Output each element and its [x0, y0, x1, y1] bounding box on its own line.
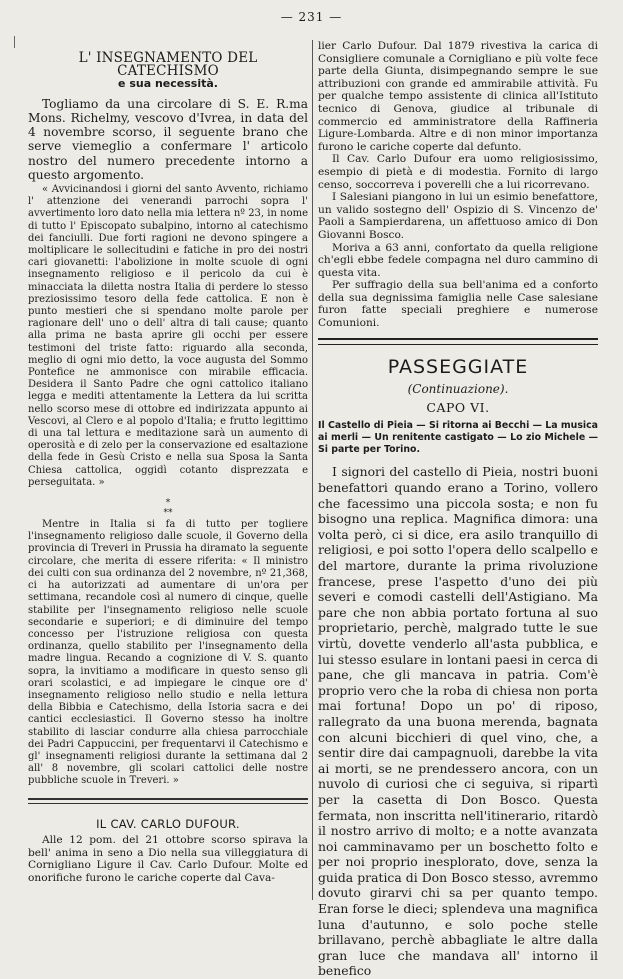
- dufour-paragraph-4: Moriva a 63 anni, confortato da quella religione ch'egli ebbe fedele compagna nel duro cammino di questa vita.: [318, 241, 598, 279]
- catechism-subtitle: e sua necessità.: [118, 77, 218, 91]
- chapter-summary: Il Castello di Pieia — Si ritorna ai Becchi — La musica ai merli — Un renitente castigato — Lo zio Michele — Si parte per Torino.: [318, 420, 598, 456]
- stars-symbol: ⁎ ⁎⁎: [163, 495, 173, 516]
- continuation-label: (Continuazione).: [407, 382, 509, 397]
- section-rule-double: [318, 338, 598, 345]
- right-column: [318, 40, 598, 979]
- page-number: — 231 —: [280, 10, 343, 24]
- dufour-paragraph-5: Per suffragio della sua bell'anima ed a conforto della sua degnissima famiglia nelle Case salesiane furon fatte speciali preghiere e numerose Comunioni.: [318, 279, 598, 330]
- catechism-quote: « Avvicinandosi i giorni del santo Avvento, richiamo l' attenzione dei venerandi parrochi sopra l' avvertimento loro dato nella mia lettera nº 23, in nome di tutto l' Episcopato subalpino, intorno al catechismo dei fanciulli. Due forti ragioni ne devono spingere a moltiplicare le sollecitudini e fatiche in pro dei nostri cari giovanetti: l'abolizione in molte scuole di ogni insegnamento religioso e il pericolo da cui è minacciata la diletta nostra Italia di perdere lo stesso preziosissimo tesoro della fede cattolica. E non è punto mestieri che si spendano molte parole per ragionare dell' uno o dell' altra di tali cause; quanto alla prima ne basta aprire gli occhi per essere testimoni del triste fatto: riguardo alla seconda, meglio di ogni mio detto, la voce augusta del Sommo Pontefice ne ammonisce con mirabile efficacia. Desidera il Santo Padre che ogni cattolico italiano legga e mediti attentamente la Lettera da lui scritta nello scorso mese di ottobre ed indirizzata appunto ai Vescovi, al Clero e al popolo d'Italia; e frutto legittimo di una tal lettura e meditazione sarà un aumento di operosità e di zelo per la conservazione ed esaltazione della fede in Gesù Cristo e nella sua Sposa la Santa Chiesa cattolica, oggidì cotanto disprezzata e perseguitata. »: [28, 184, 308, 488]
- section-stars: [28, 495, 308, 515]
- dufour-paragraph-1: Alle 12 pom. del 21 ottobre scorso spirava la bell' anima in seno a Dio nella sua villeggiatura di Cornigliano Ligure il Cav. Carlo Dufour. Molte ed onorifiche furono le cariche coperte dal Cava-: [28, 834, 308, 884]
- margin-mark: [14, 36, 15, 48]
- dufour-paragraph-2: Il Cav. Carlo Dufour era uomo religiosissimo, esempio di pietà e di modestia. Fornito di largo censo, soccorreva i poverelli che a lui ricorrevano.: [318, 153, 598, 191]
- dufour-continuation: lier Carlo Dufour. Dal 1879 rivestiva la carica di Consigliere comunale a Cornigliano e più volte fece parte della Giunta, disimpegnando sempre le sue attribuzioni con grande ed ammirabile attività. Fu per qualche tempo assistente di clinica all'Istituto tecnico di Genova, giudice al tribunale di commercio ed amministratore della Raffineria Ligure-Lombarda. Altre e di non minor importanza furono le cariche coperte dal defunto.: [318, 40, 598, 153]
- dufour-title: IL CAV. CARLO DUFOUR.: [96, 816, 240, 831]
- catechism-title: L' INSEGNAMENTO DEL CATECHISMO: [78, 50, 258, 79]
- section-rule: [28, 798, 308, 804]
- passeggiate-body: I signori del castello di Pieia, nostri buoni benefattori quando erano a Torino, vollero che facessimo una piccola sosta; e non fu bisogno una replica. Magnifica dimora: una volta però, ci si dice, era asilo tranquillo di religiosi, e poi sotto l'opera dello scalpello e del martore, durante la prima rivoluzione francese, prese l'aspetto d'uno dei più severi e comodi castelli dell'Astigiano. Ma pare che non abbia portato fortuna al suo proprietario, perchè, malgrado tutte le sue virtù, dovette venderlo all'asta pubblica, e lui stesso esulare in lontani paesi in cerca di pane, che gli mancava in patria. Com'è proprio vero che la roba di chiesa non porta mai fortuna! Dopo un po' di riposo, rallegrato da una buona merenda, bagnata con alcuni bicchieri di quel vino, che, a sentir dire dai campagnuoli, darebbe la vita ai morti, se ne prendessero ancora, con un nuvolo di curiosi che ci seguiva, si ripartì per la casetta di Don Bosco. Questa fermata, non inscritta nell'itinerario, ritardò il nostro arrivo di molto; e a notte avanzata noi camminavamo per un boschetto folto e per noi proprio inesplorato, dove, senza la guida pratica di Don Bosco stesso, avremmo dovuto girarvi chi sa per quanto tempo. Eran forse le dieci; splendeva una magnifica luna d'autunno, e solo poche stelle brillavano, perchè abbagliate le altre dalla gran luce che mandava all' intorno il benefico: [318, 464, 598, 979]
- catechism-intro: Togliamo da una circolare di S. E. R.ma Mons. Richelmy, vescovo d'Ivrea, in data del 4 novembre scorso, il seguente brano che serve viemeglio a confermare l' articolo nostro del numero precedente intorno a questo argomento.: [28, 96, 308, 182]
- column-divider: [312, 40, 313, 900]
- left-column: [28, 40, 308, 885]
- dufour-paragraph-3: I Salesiani piangono in lui un esimio benefattore, un valido sostegno dell' Ospizio di S. Vincenzo de' Paoli a Sampierdarena, un affettuoso amico di Don Giovanni Bosco.: [318, 191, 598, 241]
- prussia-paragraph: Mentre in Italia si fa di tutto per togliere l'insegnamento religioso dalle scuole, il Governo della provincia di Treveri in Prussia ha diramato la seguente circolare, che merita di essere riferita: « Il ministro dei culti con sua ordinanza del 2 novembre, nº 21,368, ci ha autorizzati ad aumentare di un'ora per settimana, recandole così al numero di cinque, quelle stabilite per l'insegnamento religioso nelle scuole secondarie e superiori; e di diminuire del tempo concesso per l'istruzione religiosa con questa ordinanza, quello stabilito per l'insegnamento della madre lingua. Recando a cognizione di V. S. quanto sopra, la invitiamo a modificare in questo senso gli orari scolastici, e ad impiegare le cinque ore d' insegnamento religioso nello studio e nella lettura della Bibbia e Catechismo, della Istoria sacra e dei cantici ecclesiastici. Il Governo stesso ha inoltre stabilito di lasciar condurre alla chiesa parrocchiale dei Padri Cappuccini, per frequentarvi il Catechismo e gl' insegnamenti religiosi durante la settimana dal 2 all' 8 novembre, gli scolari cattolici delle nostre pubbliche scuole in Treveri. »: [28, 519, 308, 787]
- chapter-heading: CAPO VI.: [426, 399, 490, 415]
- passeggiate-title: PASSEGGIATE: [387, 355, 529, 378]
